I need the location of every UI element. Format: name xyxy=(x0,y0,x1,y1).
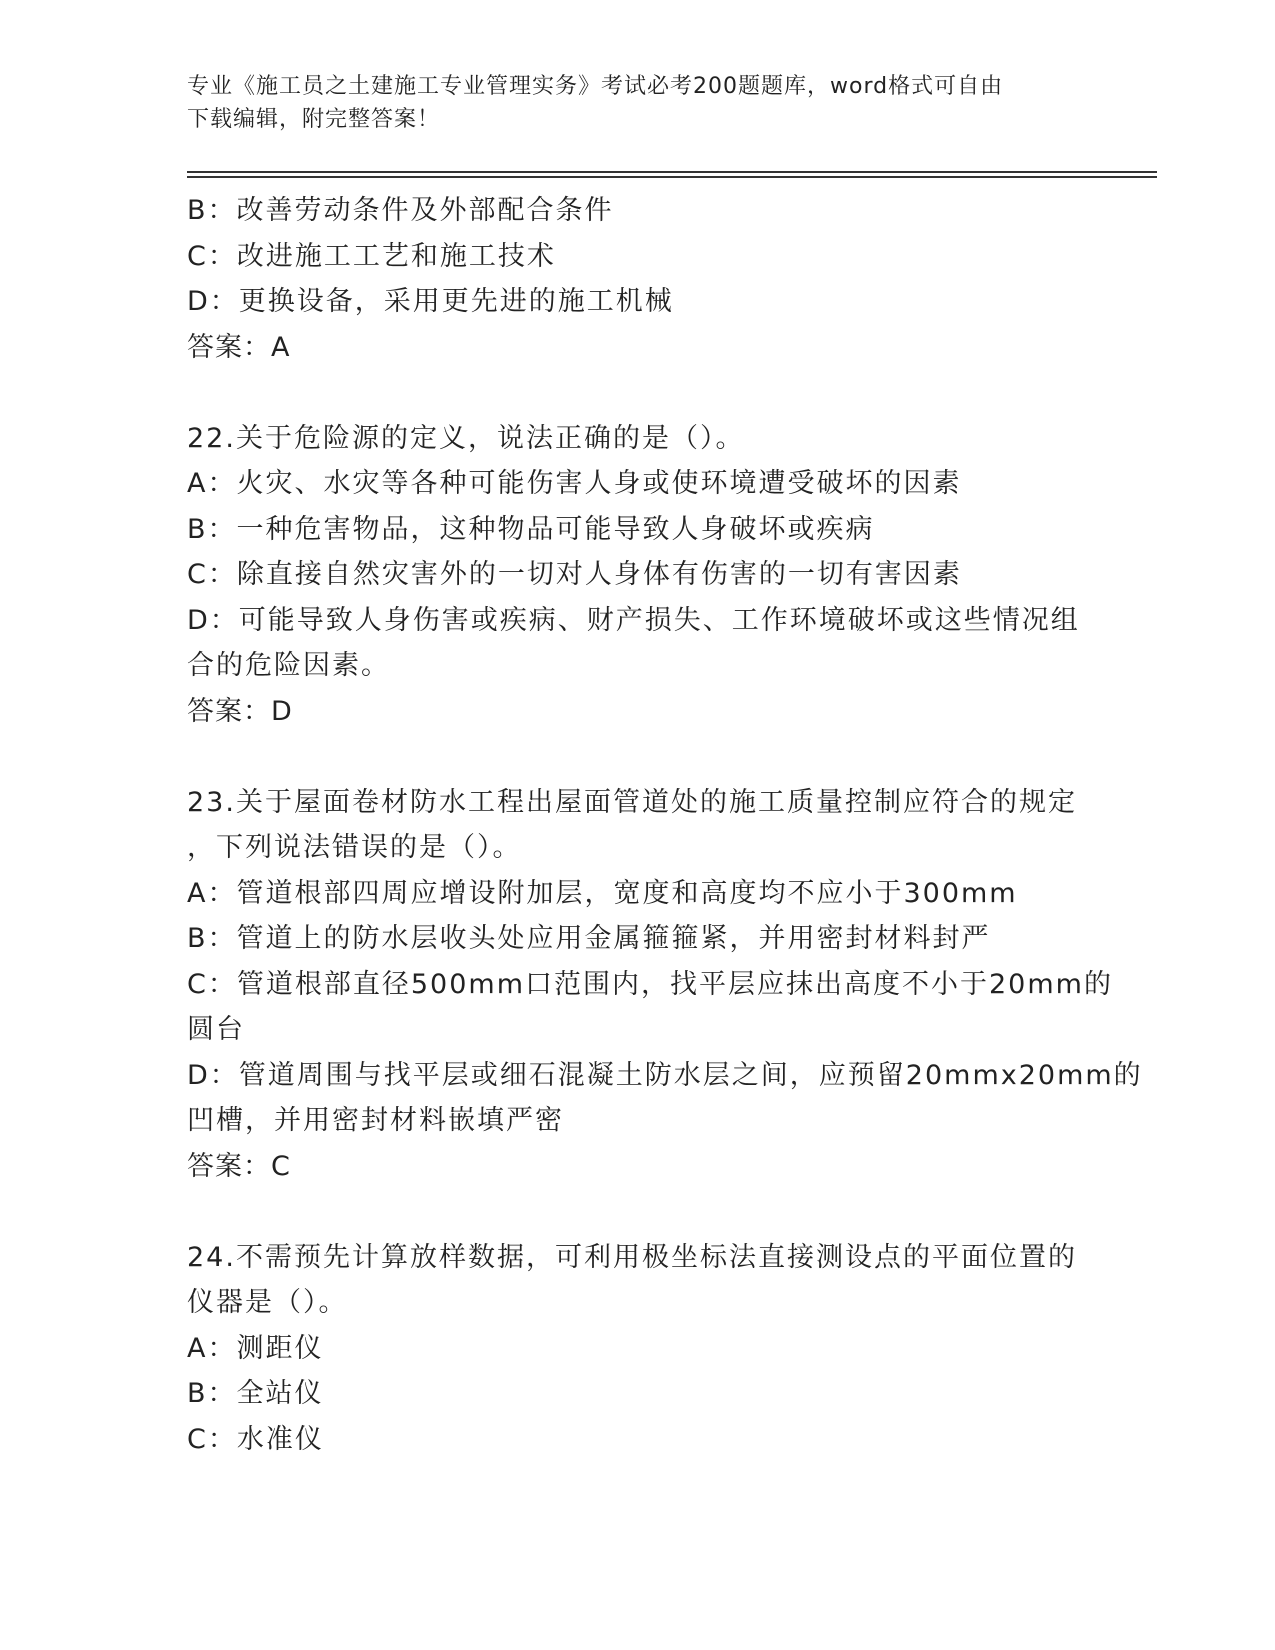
q22-option-a: A：火灾、水灾等各种可能伤害人身或使环境遭受破坏的因素 xyxy=(187,468,962,499)
q24-question-line-2: 仪器是（）。 xyxy=(187,1287,348,1318)
header-line-1: 专业《施工员之土建施工专业管理实务》考试必考200题题库，word格式可自由 xyxy=(187,74,1004,99)
q22-option-c: C：除直接自然灾害外的一切对人身体有伤害的一切有害因素 xyxy=(187,559,962,590)
q22-option-b: B：一种危害物品，这种物品可能导致人身破坏或疾病 xyxy=(187,513,875,545)
q23-option-d-line-2: 凹槽，并用密封材料嵌填严密 xyxy=(187,1105,564,1136)
spacer xyxy=(187,370,1077,416)
q23-option-d-line-1: D：管道周围与找平层或细石混凝土防水层之间，应预留20mmx20mm的 xyxy=(187,1059,1143,1091)
q23-option-c-line-1: C：管道根部直径500mm口范围内，找平层应抹出高度不小于20mm的 xyxy=(187,968,1113,1000)
q22-option-d-line-2: 合的危险因素。 xyxy=(187,650,390,681)
q23-option-a: A：管道根部四周应增设附加层，宽度和高度均不应小于300mm xyxy=(187,877,1018,909)
q23-question-line-1: 23.关于屋面卷材防水工程出屋面管道处的施工质量控制应符合的规定 xyxy=(187,786,1077,818)
q21-answer: 答案：A xyxy=(187,331,291,363)
q24-option-c: C：水准仪 xyxy=(187,1423,324,1455)
q23-question-line-2: ，下列说法错误的是（）。 xyxy=(187,832,522,863)
q23-option-b: B：管道上的防水层收头处应用金属箍箍紧，并用密封材料封严 xyxy=(187,923,991,954)
q23-option-c-line-2: 圆台 xyxy=(187,1014,245,1045)
q22-answer: 答案：D xyxy=(187,695,293,727)
q21-option-b: B：改善劳动条件及外部配合条件 xyxy=(187,195,614,226)
header-rule-bottom xyxy=(187,176,1157,178)
q24-option-a: A：测距仪 xyxy=(187,1332,324,1364)
q21-option-d: D：更换设备，采用更先进的施工机械 xyxy=(187,286,674,317)
document-body xyxy=(187,188,1143,1462)
q23-answer: 答案：C xyxy=(187,1150,291,1182)
spacer xyxy=(187,734,1077,780)
spacer xyxy=(187,1189,1077,1235)
header-rule-top xyxy=(187,171,1157,173)
q21-option-c: C：改进施工工艺和施工技术 xyxy=(187,240,556,272)
q24-question-line-1: 24.不需预先计算放样数据，可利用极坐标法直接测设点的平面位置的 xyxy=(187,1241,1077,1273)
q22-question: 22.关于危险源的定义，说法正确的是（）。 xyxy=(187,422,745,454)
q24-option-b: B：全站仪 xyxy=(187,1378,324,1409)
q22-option-d-line-1: D：可能导致人身伤害或疾病、财产损失、工作环境破坏或这些情况组 xyxy=(187,604,1080,636)
document-header xyxy=(187,70,1067,136)
header-line-2: 下载编辑，附完整答案！ xyxy=(187,107,441,132)
